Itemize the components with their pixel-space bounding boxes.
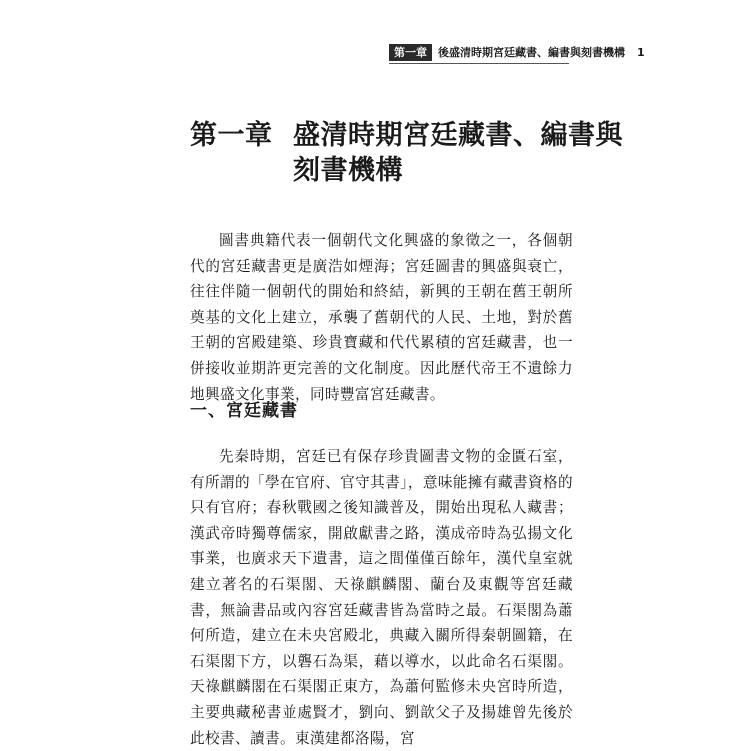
page-number: 1 — [637, 46, 645, 59]
chapter-title-line1: 盛清時期宮廷藏書、編書與 — [293, 120, 623, 151]
chapter-number: 第一章 — [190, 120, 273, 151]
running-header — [389, 44, 645, 61]
section-paragraph: 先秦時期，宮廷已有保存珍貴圖書文物的金匱石室，有所謂的「學在官府、官守其書」，意味能擁有藏書資格的只有官府；春秋戰國之後知識普及，開始出現私人藏書；漢武帝時獨尊儒家，開啟獻書之路，漢成帝時為弘揚文化事業，也廣求天下遺書，這之間僅僅百餘年，漢代皇室就建立著名的石渠閣、天祿麒麟閣、蘭台及東觀等宮廷藏書，無論書品或內容宮廷藏書皆為當時之最。石渠閣為蕭何所造，建立在未央宮殿北，典藏入關所得秦朝圖籍，在石渠閣下方，以礱石為渠，藉以導水，以此命名石渠閣。天祿麒麟閣在石渠閣正東方，為蕭何監修未央宮時所造，主要典藏秘書並處賢才，劉向、劉歆父子及揚雄曾先後於此校書、讀書。東漢建都洛陽，宮 — [190, 448, 573, 747]
chapter-tag: 第一章 — [389, 44, 432, 61]
header-divider — [389, 63, 569, 64]
section-heading: 一、宮廷藏書 — [190, 401, 298, 421]
chapter-heading — [190, 118, 623, 188]
chapter-title-line2: 刻書機構 — [293, 155, 403, 186]
running-title: 後盛清時期宮廷藏書、編書與刻書機構 — [438, 46, 625, 59]
intro-paragraph: 圖書典籍代表一個朝代文化興盛的象徵之一，各個朝代的宮廷藏書更是廣浩如煙海；宮廷圖書的興盛與衰亡，往往伴隨一個朝代的開始和終結，新興的王朝在舊王朝所奠基的文化上建立，承襲了舊朝代的人民、土地，對於舊王朝的宮殿建築、珍貴寶藏和代代累積的宮廷藏書，也一併接收並期許更完善的文化制度。因此歷代帝王不遺餘力地興盛文化事業，同時豐富宮廷藏書。 — [190, 232, 573, 403]
